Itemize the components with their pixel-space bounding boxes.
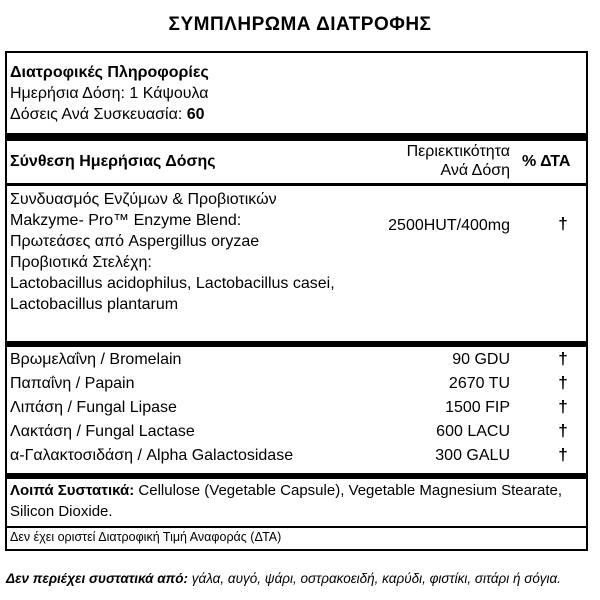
blend-dv-dagger: † [558, 214, 568, 233]
blend-line: Προβιοτικά Στελέχη: [10, 254, 152, 271]
row-dv-dagger: † [558, 421, 568, 440]
row-name: Βρωμελαΐνη / Bromelain [10, 351, 182, 368]
row-amount: 300 GALU [435, 447, 510, 464]
blend-line: Makzyme- Pro™ Enzyme Blend: [10, 212, 242, 229]
row-name: Λακτάση / Fungal Lactase [10, 423, 195, 440]
row-name: Παπαΐνη / Papain [10, 375, 135, 392]
row-dv-dagger: † [558, 373, 568, 392]
row-dv-dagger: † [558, 349, 568, 368]
row-amount: 1500 FIP [445, 399, 510, 416]
blend-line: Lactobacillus plantarum [10, 296, 179, 313]
row-amount: 90 GDU [452, 351, 510, 368]
serving-size: Ημερήσια Δόση: 1 Κάψουλα [10, 85, 209, 102]
allergen-label: Δεν περιέχει συστατικά από: [6, 571, 189, 586]
blend-amount: 2500HUT/400mg [388, 217, 510, 234]
header-divider [5, 183, 588, 186]
col-composition-header: Σύνθεση Ημερήσιας Δόσης [10, 153, 216, 170]
blend-line: Συνδυασμός Ενζύμων & Προβιοτικών [10, 191, 277, 208]
thick-divider [5, 341, 588, 347]
dv-footnote: Δεν έχει οριστεί Διατροφική Τιμή Αναφοράς (ΔΤΑ) [10, 530, 282, 544]
enzyme-blend [10, 189, 335, 315]
row-name: α-Γαλακτοσιδάση / Alpha Galactosidase [10, 447, 294, 464]
thick-divider [5, 133, 588, 141]
col-dv-header: % ΔΤΑ [522, 153, 571, 170]
other-ingredients-text: Cellulose (Vegetable Capsule), Vegetable Magnesium Stearate, Silicon Dioxide. [10, 482, 562, 520]
servings-value: 60 [186, 106, 205, 123]
other-ingredients-label: Λοιπά Συστατικά: [10, 482, 135, 499]
row-name: Λιπάση / Fungal Lipase [10, 399, 177, 416]
nutrition-info [10, 62, 209, 125]
col-content-header-line2: Ανά Δόση [440, 162, 510, 179]
servings-label: Δόσεις Ανά Συσκευασία: [10, 106, 187, 123]
other-ingredients [10, 480, 582, 522]
row-amount: 2670 TU [448, 375, 510, 392]
row-amount: 600 LACU [436, 423, 510, 440]
servings-per-container [10, 104, 209, 125]
thick-divider [5, 473, 588, 479]
info-heading: Διατροφικές Πληροφορίες [10, 64, 209, 81]
blend-line: Lactobacillus acidophilus, Lactobacillus casei, [10, 275, 335, 292]
allergen-statement [6, 571, 561, 586]
thin-divider [5, 526, 588, 528]
col-content-header-line1: Περιεκτικότητα [406, 143, 510, 160]
blend-line: Πρωτεάσες από Aspergillus oryzae [10, 233, 260, 250]
row-dv-dagger: † [558, 397, 568, 416]
row-dv-dagger: † [558, 445, 568, 464]
label-title: ΣΥΜΠΛΗΡΩΜΑ ΔΙΑΤΡΟΦΗΣ [168, 14, 432, 35]
allergen-text: γάλα, αυγό, ψάρι, οστρακοειδή, καρύδι, φιστίκι, σιτάρι ή σόγια. [188, 571, 561, 586]
